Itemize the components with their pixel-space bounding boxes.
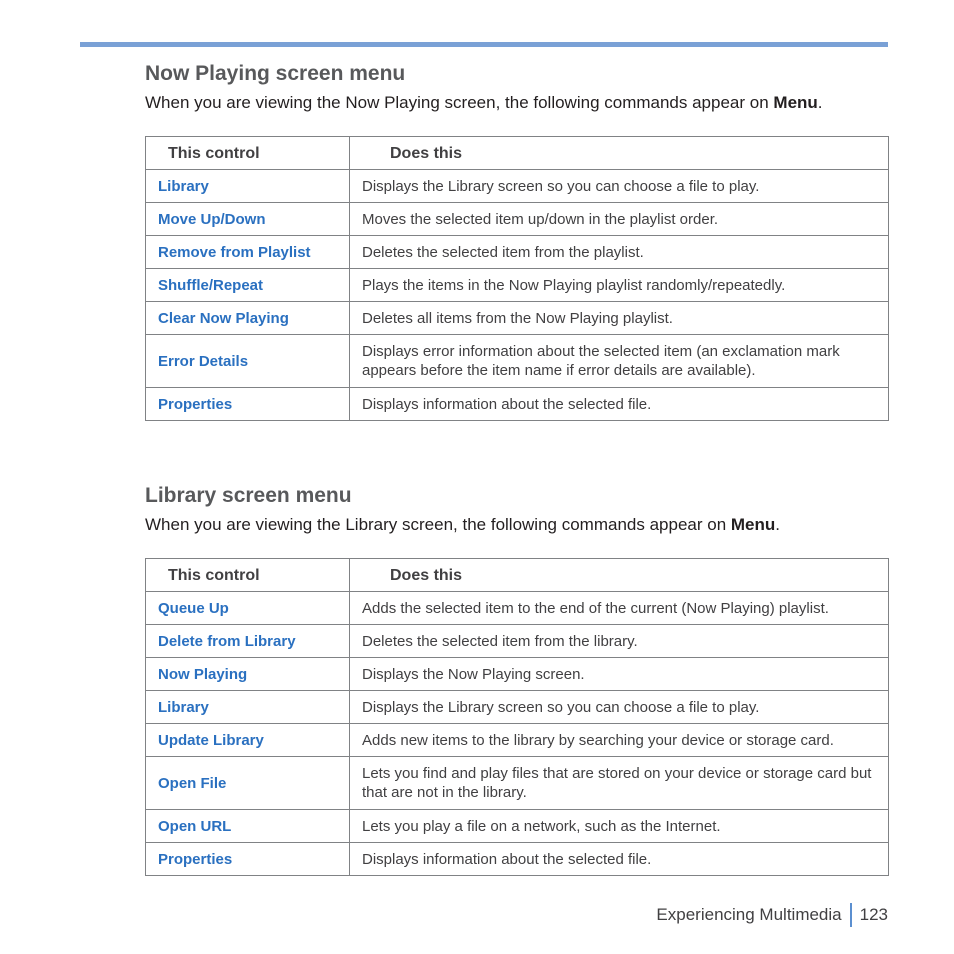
control-name: Open URL: [146, 810, 350, 843]
column-header-control: This control: [146, 559, 350, 592]
control-name: Remove from Playlist: [146, 236, 350, 269]
table-row: [146, 810, 889, 843]
table-row: [146, 592, 889, 625]
control-name: Move Up/Down: [146, 203, 350, 236]
intro-menu-word: Menu: [773, 93, 818, 112]
intro-end: .: [775, 515, 780, 534]
table-row: [146, 170, 889, 203]
table-header-row: [146, 559, 889, 592]
control-description: Adds new items to the library by searching your device or storage card.: [350, 724, 889, 757]
table-row: [146, 757, 889, 810]
control-description: Lets you play a file on a network, such as the Internet.: [350, 810, 889, 843]
table-row: [146, 335, 889, 388]
control-name: Properties: [146, 388, 350, 421]
chapter-title: Experiencing Multimedia: [656, 905, 842, 924]
table-row: [146, 302, 889, 335]
table-row: [146, 388, 889, 421]
control-description: Lets you find and play files that are stored on your device or storage card but that are not in the library.: [350, 757, 889, 810]
intro-menu-word: Menu: [730, 515, 776, 534]
control-description: Displays the Library screen so you can choose a file to play.: [350, 170, 889, 203]
section-intro: [145, 511, 888, 539]
table-header-row: [146, 137, 889, 170]
section-intro: [145, 89, 888, 117]
table-row: [146, 843, 889, 876]
table-row: [146, 269, 889, 302]
control-description: Displays the Library screen so you can choose a file to play.: [350, 691, 889, 724]
control-description: Displays information about the selected file.: [350, 388, 889, 421]
control-name: Library: [146, 691, 350, 724]
control-description: Displays information about the selected file.: [350, 843, 889, 876]
intro-text: When you are viewing the Library screen, the following commands appear on: [145, 515, 731, 534]
control-description: Deletes the selected item from the playlist.: [350, 236, 889, 269]
table-row: [146, 625, 889, 658]
control-name: Queue Up: [146, 592, 350, 625]
now-playing-commands-table: [145, 136, 889, 421]
control-name: Error Details: [146, 335, 350, 388]
control-description: Plays the items in the Now Playing playlist randomly/repeatedly.: [350, 269, 889, 302]
footer-divider: [850, 903, 852, 927]
control-name: Shuffle/Repeat: [146, 269, 350, 302]
control-name: Update Library: [146, 724, 350, 757]
intro-text: When you are viewing the Now Playing screen, the following commands appear on: [145, 93, 774, 112]
intro-end: .: [817, 93, 823, 112]
table-row: [146, 658, 889, 691]
column-header-action: Does this: [350, 137, 889, 170]
library-commands-table: [145, 558, 889, 876]
control-name: Open File: [146, 757, 350, 810]
control-name: Library: [146, 170, 350, 203]
column-header-control: This control: [146, 137, 350, 170]
control-description: Moves the selected item up/down in the playlist order.: [350, 203, 889, 236]
table-row: [146, 236, 889, 269]
control-description: Deletes all items from the Now Playing playlist.: [350, 302, 889, 335]
table-row: [146, 203, 889, 236]
page-number: 123: [859, 905, 888, 924]
page-footer: [656, 903, 888, 927]
now-playing-section: [145, 59, 888, 413]
control-name: Delete from Library: [146, 625, 350, 658]
table-row: [146, 724, 889, 757]
column-header-action: Does this: [350, 559, 889, 592]
control-description: Displays error information about the selected item (an exclamation mark appears before the item name if error details are available).: [350, 335, 889, 388]
table-row: [146, 691, 889, 724]
control-name: Now Playing: [146, 658, 350, 691]
top-rule: [80, 42, 888, 47]
control-name: Properties: [146, 843, 350, 876]
section-title: Library screen menu: [145, 484, 352, 507]
library-section: [145, 481, 888, 868]
section-title: Now Playing screen menu: [145, 62, 406, 85]
control-description: Displays the Now Playing screen.: [350, 658, 889, 691]
control-description: Adds the selected item to the end of the current (Now Playing) playlist.: [350, 592, 889, 625]
control-description: Deletes the selected item from the library.: [350, 625, 889, 658]
control-name: Clear Now Playing: [146, 302, 350, 335]
